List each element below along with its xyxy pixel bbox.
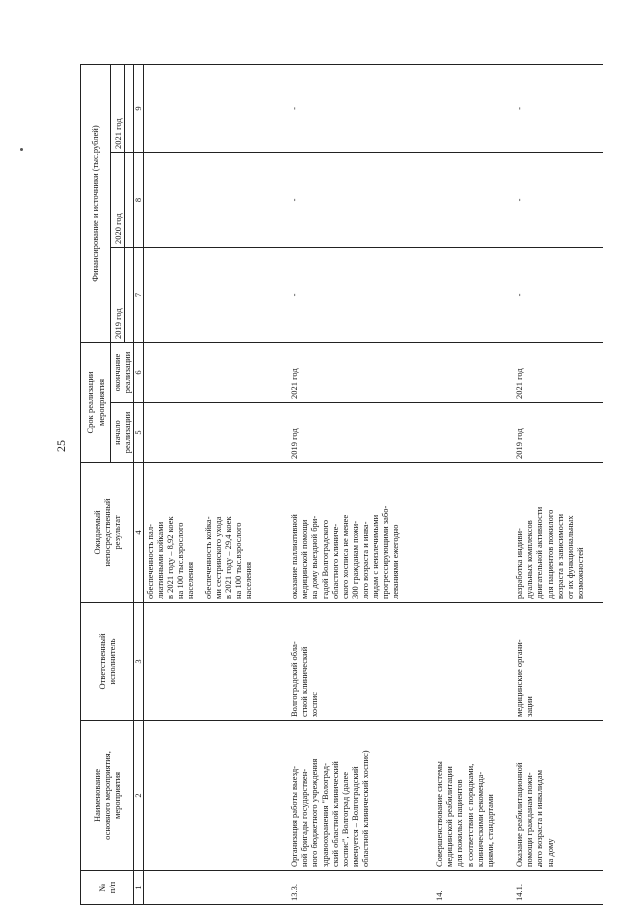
header-end: окончание реализации bbox=[111, 343, 134, 403]
header-name: Наименование основного мероприятия, мероприятия bbox=[81, 721, 134, 871]
col-number: 1 bbox=[134, 871, 144, 905]
end-year: 2021 год bbox=[288, 343, 433, 403]
measure-name: Совершенствование системы медицинской реабилитации для пожилых пациентов в соответствии с порядками, клиническими рекоменда- циями, стандартами bbox=[433, 721, 513, 871]
header-num: № п/п bbox=[81, 871, 134, 905]
result-cell bbox=[143, 463, 288, 603]
result-text: обеспеченность пал- лиативными койками в 2021 году – 8,92 коек на 100 тыс.взрослого населения bbox=[144, 516, 196, 599]
col-number: 9 bbox=[134, 64, 144, 152]
financing-2021: - bbox=[513, 64, 603, 152]
column-number-row bbox=[134, 64, 144, 904]
rotated-page bbox=[80, 0, 620, 905]
col-number: 8 bbox=[134, 153, 144, 248]
table-row bbox=[513, 64, 603, 904]
measure-name: Организация работы выезд- ной бригады государствен- ного бюджетного учреждения здравоохранения "Волоград- ский областной клинический хоспис", Волгоград (далее именуется – Волгоградский областной клинический хоспис) bbox=[288, 721, 433, 871]
start-year: 2019 год bbox=[513, 403, 603, 463]
result-cell: разработка индиви- дуальных комплексов двигательной активности для пациентов пожилого возраста в зависимости от их функциональных возможностей bbox=[513, 463, 603, 603]
row-number: 14.1. bbox=[513, 871, 603, 905]
col-number: 6 bbox=[134, 343, 144, 403]
row-number: 13.3. bbox=[288, 871, 433, 905]
start-year: 2019 год bbox=[288, 403, 433, 463]
col-number: 7 bbox=[134, 248, 144, 343]
col-number: 4 bbox=[134, 463, 144, 603]
col-number: 3 bbox=[134, 603, 144, 721]
table-row bbox=[288, 64, 433, 904]
header-year-2020: 2020 год bbox=[111, 153, 125, 248]
financing-2019: - bbox=[288, 248, 433, 343]
executor: Волгоградский обла- стной клинический хоспис bbox=[288, 603, 433, 721]
program-table bbox=[80, 64, 603, 905]
header-result: Ожидаемый непосредственный результат bbox=[81, 463, 134, 603]
header-executor: Ответственный исполнитель bbox=[81, 603, 134, 721]
header-start: начало реализации bbox=[111, 403, 134, 463]
financing-2020: - bbox=[513, 153, 603, 248]
scan-speck bbox=[20, 148, 23, 151]
end-year: 2021 год bbox=[513, 343, 603, 403]
financing-2020: - bbox=[288, 153, 433, 248]
col-number: 5 bbox=[134, 403, 144, 463]
col-number: 2 bbox=[134, 721, 144, 871]
result-text: обеспеченность койка- ми сестринского ухода в 2021 году – 29,4 коек на 100 тыс.взрослого населения bbox=[203, 516, 254, 599]
header-year-2021: 2021 год bbox=[111, 64, 125, 152]
table-row bbox=[143, 64, 288, 904]
result-cell: оказание паллиативной медицинской помощи на дому выездной бри- гадой Волгоградского областного клиниче- ского хосписа не менее 300 гражданам пожи- лого возраста и инва- лидам с неизлечимыми прогрессирующими забо- леваниями ежегодно bbox=[288, 463, 433, 603]
header-year-2019: 2019 год bbox=[111, 248, 125, 343]
page-number: 25 bbox=[54, 440, 68, 452]
measure-name: Оказание реабилитационной помощи гражданам пожи- лого возраста и инвалидам на дому bbox=[513, 721, 603, 871]
header-period: Срок реализации мероприятия bbox=[81, 343, 111, 463]
executor: медицинские органи- зации bbox=[513, 603, 603, 721]
header-financing: Финансирование и источники (тыс.рублей) bbox=[81, 64, 111, 342]
row-number: 14. bbox=[433, 871, 513, 905]
table-row bbox=[433, 64, 513, 904]
financing-2021: - bbox=[288, 64, 433, 152]
financing-2019: - bbox=[513, 248, 603, 343]
